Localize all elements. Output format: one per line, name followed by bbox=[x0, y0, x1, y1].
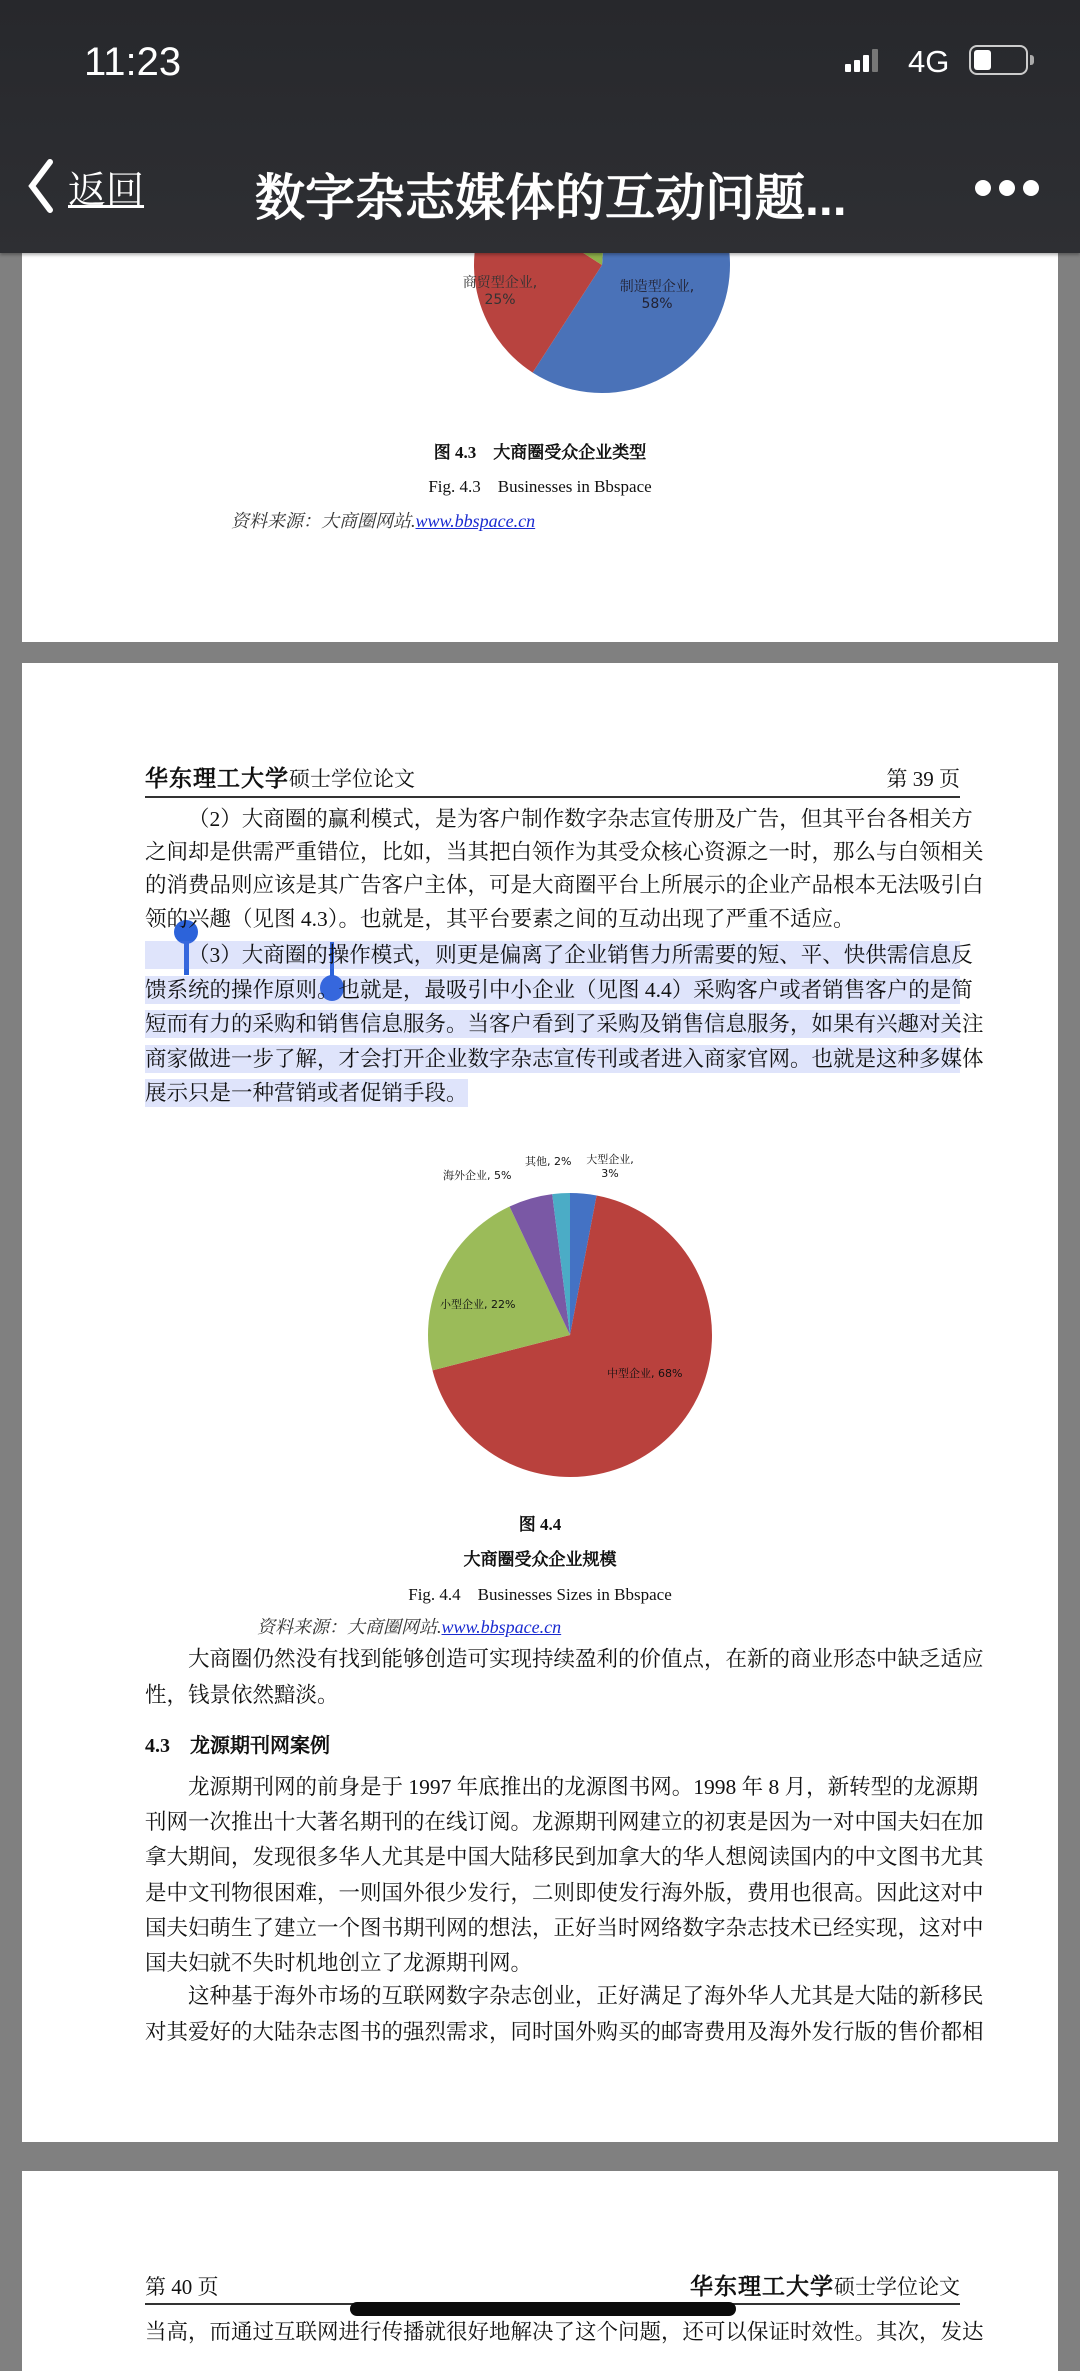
network-type: 4G bbox=[908, 44, 950, 79]
text-line: 之间却是供需严重错位，比如，当其把白领作为其受众核心资源之一时，那么与白领相关 bbox=[145, 840, 984, 865]
text-line: 是中文刊物很困难，一则国外很少发行，二则即使发行海外版，费用也很高。因此这对中 bbox=[145, 1880, 984, 1905]
figure-title: 图 4.3 大商圈受众企业类型 bbox=[433, 443, 647, 462]
text-line: 性，钱景依然黯淡。 bbox=[145, 1682, 339, 1707]
page-header bbox=[145, 2268, 960, 2301]
back-button[interactable] bbox=[26, 158, 144, 214]
source-link[interactable]: www.bbspace.cn bbox=[441, 1617, 562, 1637]
ellipsis-icon[interactable] bbox=[975, 180, 1039, 196]
figure-title-en: Fig. 4.4 Businesses Sizes in Bbspace bbox=[408, 1585, 672, 1604]
page-number: 第 39 页 bbox=[886, 767, 960, 791]
section-heading: 4.3 龙源期刊网案例 bbox=[145, 1735, 330, 1757]
source-link[interactable]: www.bbspace.cn bbox=[415, 511, 536, 531]
pie-label-small: 小型企业, 22% bbox=[440, 1298, 516, 1311]
pdf-page-38 bbox=[22, 200, 1058, 642]
text-line: 对其爱好的大陆杂志图书的强烈需求，同时国外购买的邮寄费用及海外发行版的售价都相 bbox=[145, 2019, 984, 2044]
pie-label-manufacturing: 制造型企业, 58% bbox=[619, 279, 695, 312]
header-university: 华东理工大学 bbox=[690, 2274, 834, 2299]
pie-chart-4-4 bbox=[420, 1185, 720, 1485]
page-number: 第 40 页 bbox=[145, 2275, 219, 2299]
text-line: 国夫妇就不失时机地创立了龙源期刊网。 bbox=[145, 1951, 533, 1975]
top-bar bbox=[0, 0, 1080, 253]
pie-label-medium: 中型企业, 68% bbox=[607, 1367, 683, 1380]
text-line: 展示只是一种营销或者促销手段。 bbox=[145, 1081, 468, 1105]
text-line: （3）大商圈的操作模式，则更是偏离了企业销售力所需要的短、平、快供需信息反 bbox=[145, 941, 960, 969]
pie-label-large: 大型企业, 3% bbox=[586, 1153, 634, 1180]
text-line: 当高，而通过互联网进行传播就很好地解决了这个问题，还可以保证时效性。其次，发达 bbox=[145, 2320, 984, 2344]
text-line: （2）大商圈的赢利模式，是为客户制作数字杂志宣传册及广告，但其平台各相关方 bbox=[188, 807, 973, 831]
header-rule bbox=[145, 796, 960, 798]
status-time: 11:23 bbox=[84, 40, 182, 84]
text-line: 龙源期刊网的前身是于 1997 年底推出的龙源图书网。1998 年 8 月，新转型的龙源期 bbox=[188, 1775, 979, 1799]
text-line: 商家做进一步了解，才会打开企业数字杂志宣传刊或者进入商家官网。也就是这种多媒体 bbox=[145, 1046, 984, 1071]
document-title: 数字杂志媒体的互动问题... bbox=[255, 170, 847, 226]
back-label: 返回 bbox=[68, 169, 145, 212]
figure-title-en: Fig. 4.3 Businesses in Bbspace bbox=[428, 477, 652, 496]
header-subtitle: 硕士学位论文 bbox=[289, 767, 415, 791]
battery-icon bbox=[969, 45, 1028, 75]
page-header bbox=[145, 760, 960, 793]
pie-label-other: 其他, 2% bbox=[525, 1155, 572, 1168]
text-line: 这种基于海外市场的互联网数字杂志创业，正好满足了海外华人尤其是大陆的新移民 bbox=[188, 1984, 984, 2008]
text-line: 馈系统的操作原则。也就是，最吸引中小企业（见图 4.4）采购客户或者销售客户的是简 bbox=[145, 977, 973, 1002]
figure-source: 资料来源：大商圈网站.www.bbspace.cn bbox=[231, 511, 536, 531]
text-line: 大商圈仍然没有找到能够创造可实现持续盈利的价值点，在新的商业形态中缺乏适应 bbox=[188, 1647, 984, 1671]
home-indicator[interactable] bbox=[350, 2302, 736, 2316]
text-line: 的消费品则应该是其广告客户主体，可是大商圈平台上所展示的企业产品根本无法吸引白 bbox=[145, 873, 984, 898]
text-line: 拿大期间，发现很多华人尤其是中国大陆移民到加拿大的华人想阅读国内的中文图书尤其 bbox=[145, 1845, 984, 1870]
chevron-left-icon bbox=[26, 158, 56, 214]
text-line: 刊网一次推出十大著名期刊的在线订阅。龙源期刊网建立的初衷是因为一对中国夫妇在加 bbox=[145, 1810, 984, 1835]
text-line: 国夫妇萌生了建立一个图书期刊网的想法，正好当时网络数字杂志技术已经实现，这对中 bbox=[145, 1915, 984, 1940]
header-subtitle: 硕士学位论文 bbox=[834, 2275, 960, 2299]
text-line: 领的兴趣（见图 4.3）。也就是，其平台要素之间的互动出现了严重不适应。 bbox=[145, 906, 855, 931]
signal-icon bbox=[845, 48, 885, 72]
figure-title: 大商圈受众企业规模 bbox=[463, 1550, 617, 1569]
text-line: 短而有力的采购和销售信息服务。当客户看到了采购及销售信息服务，如果有兴趣对关注 bbox=[145, 1012, 984, 1036]
pie-label-trade: 商贸型企业, 25% bbox=[462, 275, 538, 308]
pie-label-overseas: 海外企业, 5% bbox=[443, 1169, 512, 1182]
figure-number: 图 4.4 bbox=[518, 1515, 562, 1534]
header-university: 华东理工大学 bbox=[145, 766, 289, 791]
figure-source: 资料来源：大商圈网站.www.bbspace.cn bbox=[257, 1617, 562, 1637]
